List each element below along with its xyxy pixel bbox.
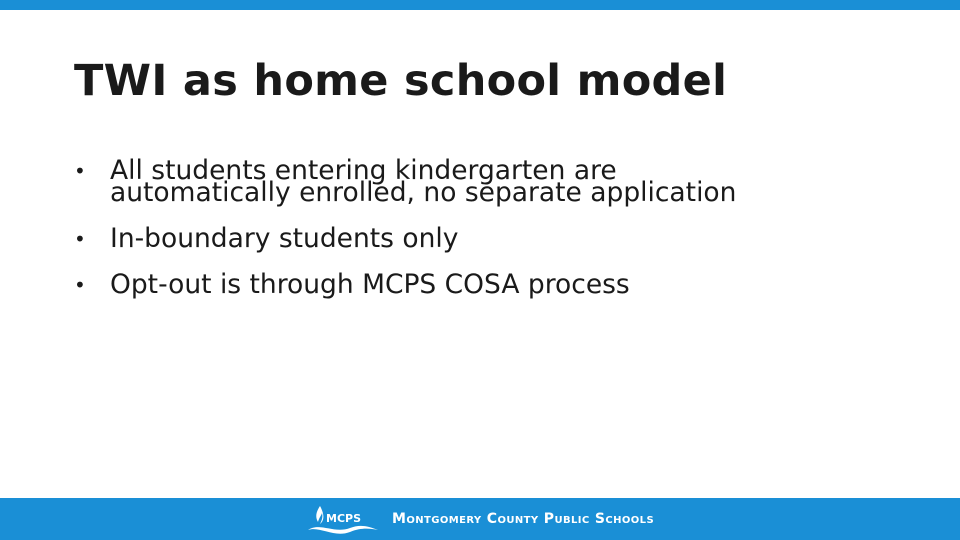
bullet-text <box>110 262 934 308</box>
bullet-item <box>74 216 934 262</box>
bullet-text <box>110 148 934 216</box>
bullet-line: All students entering kindergarten are <box>110 155 617 186</box>
bullet-item <box>74 262 934 308</box>
bullet-line: Opt-out is through MCPS COSA process <box>110 269 630 300</box>
top-accent-bar <box>0 0 960 10</box>
bullet-item <box>74 148 934 216</box>
slide-title: TWI as home school model <box>74 56 728 106</box>
bullet-text <box>110 216 934 262</box>
bullet-list <box>74 148 934 308</box>
bullet-line: automatically enrolled, no separate application <box>110 177 737 208</box>
logo-text: MCPS <box>326 512 362 525</box>
bullet-dot: • <box>74 159 86 183</box>
bullet-dot: • <box>74 227 86 251</box>
bullet-dot: • <box>74 273 86 297</box>
organization-name: Montgomery County Public Schools <box>392 511 655 527</box>
mcps-logo-icon <box>306 500 382 538</box>
bullet-line: In-boundary students only <box>110 223 459 254</box>
